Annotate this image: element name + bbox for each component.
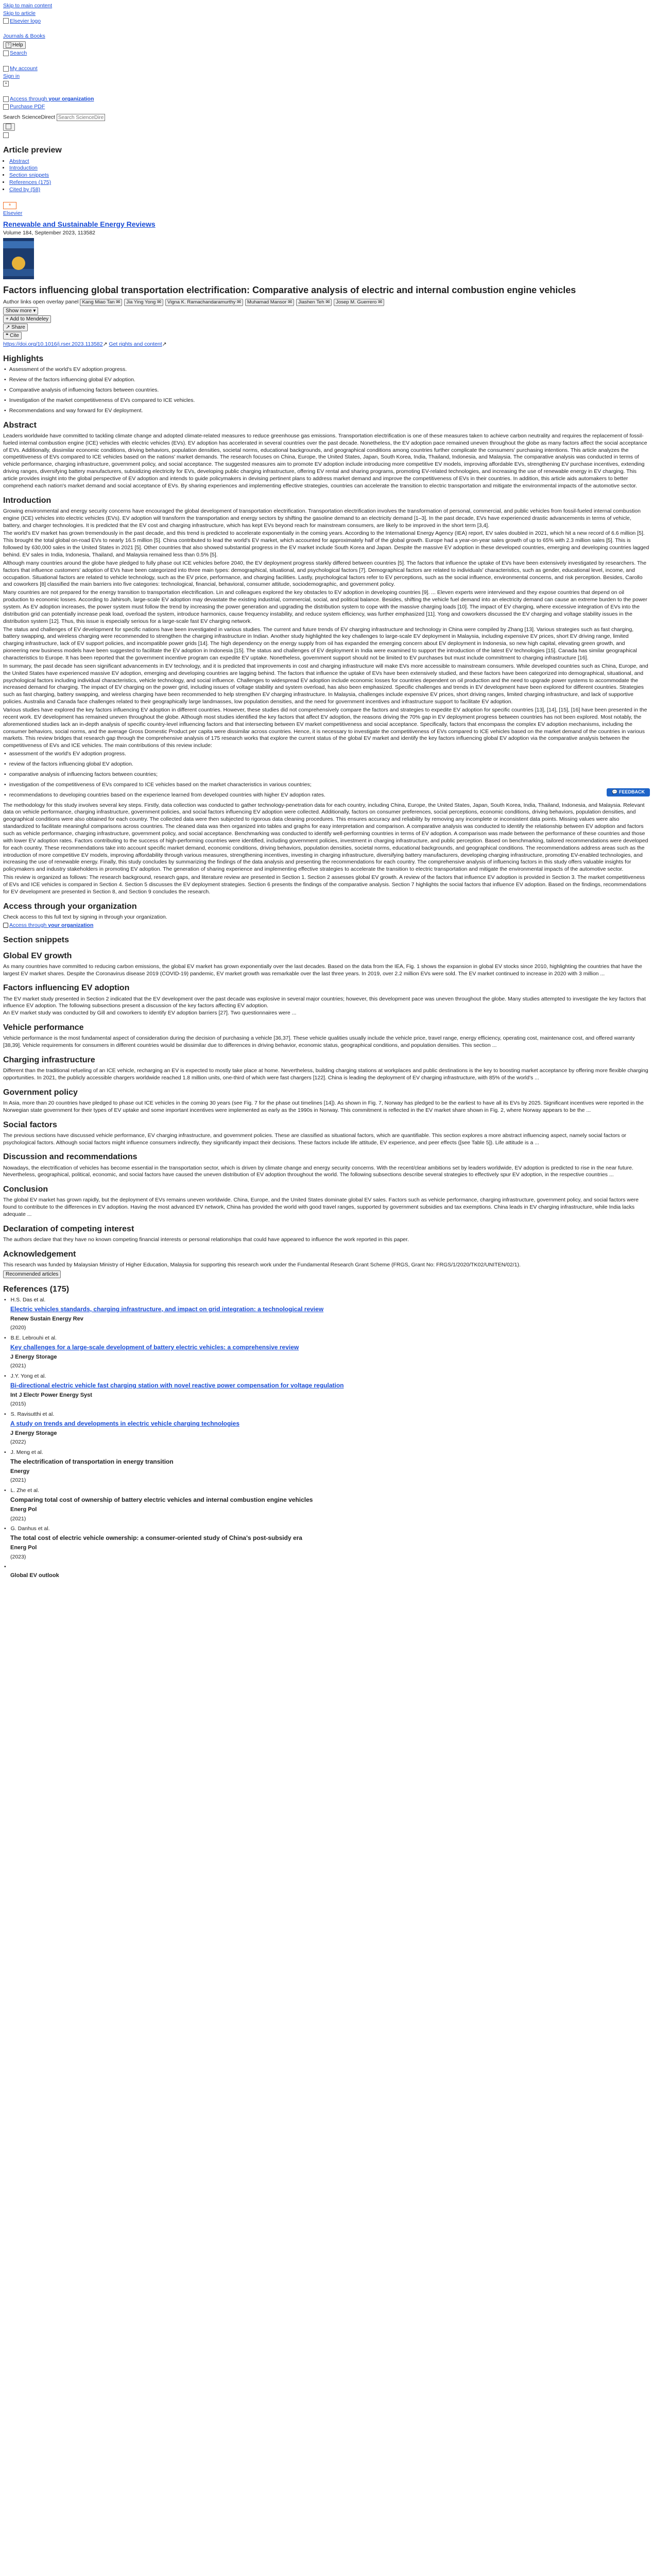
- ref-title: Comparing total cost of ownership of battery electric vehicles and internal combustion engine vehicles: [10, 1496, 313, 1504]
- snippet-section: [0, 1022, 653, 1049]
- snippet-section: [0, 1120, 653, 1147]
- ref-authors: S. Ravisutthi et al.: [10, 1411, 55, 1418]
- outline-toggle-icon[interactable]: [3, 132, 9, 138]
- account-icon: [3, 66, 9, 72]
- snippet-section: [0, 1184, 653, 1218]
- ref-authors: H.S. Das et al.: [10, 1297, 46, 1303]
- share-button[interactable]: ↗ Share: [3, 324, 28, 331]
- snippet-text: In Asia, more than 20 countries have pledged to phase out ICE vehicles in the coming 30 years (see Fig. 7 for the phase out timelines [14]). As shown in Fig. 7, Norway has pledged to be the earliest to have all its EVs by 2025. Significant incentives were reported in the Norwegian state government for their types of EV uptake and some important incentives were implemented as early as the 1990s in Norway. This commitment is reflected in the EV market share shown in Fig. 2, where Norway appears to be the ...: [3, 1099, 644, 1113]
- access-org-button[interactable]: Access through your organization: [9, 922, 94, 928]
- mail-icon: ✉: [325, 299, 330, 306]
- search-submit-button[interactable]: [3, 123, 15, 131]
- preview-heading: Article preview: [3, 146, 62, 155]
- highlights-heading: Highlights: [3, 354, 44, 364]
- reference-item: [10, 1564, 650, 1579]
- ref-authors: B.E. Lebrouhi et al.: [10, 1335, 57, 1342]
- author-list: [3, 299, 650, 306]
- search-sd-label: Search ScienceDirect: [3, 114, 55, 121]
- ref-year: (2015): [10, 1401, 26, 1408]
- author-button[interactable]: Kang Miao Tan ✉: [80, 299, 122, 306]
- ref-journal: Energy: [10, 1468, 30, 1475]
- add-mendeley-button[interactable]: + Add to Mendeley: [3, 315, 51, 323]
- snippet-title: Government policy: [3, 1088, 78, 1097]
- outline-item: [9, 179, 653, 187]
- snippet-title: Charging infrastructure: [3, 1055, 95, 1064]
- mail-icon: ✉: [378, 299, 383, 306]
- intro-paragraph: The methodology for this study involves several key steps. Firstly, data collection was conducted to gather technology-penetration data for each country, including China, Europe, the United States, Japan, South Korea, India, Thailand, Indonesia, and Malaysia. Relevant data on vehicle performance, charging infrastructure, government policies, and social factors influencing EV adoption were collected. Additionally, factors on consumer preferences, social perceptions, economic conditions, driving behaviors, population densities, and geographical conditions were also obtained for each country. The collected data were then subjected to rigorous data cleaning procedures. This ensures accuracy and reliability by removing any incomplete or inconsistent data points. Missing values were also standardized to facilitate meaningful comparisons across countries. The cleaned data was then organized into tables and graphs for easy interpretation and comparison. A comparative analysis was conducted to identify the relationship between EV adoption and factors such as vehicle performance, charging infrastructure, government policy, and social acceptance. Benchmarking was conducted to identify well-performing countries in terms of EV adoption. A comparison was made between the performance of these countries and those with lower EV adoption rates. Factors contributing to the success of high-performing countries were identified, including government policies, investment in charging infrastructure, and public perception. Based on benchmarking, tailored recommendations were developed for each country. These recommendations take into account specific market demand, economic conditions, driving behaviors, population densities, societal norms, educational backgrounds, and geographical conditions. The recommendations address areas such as the introduction of more competitive EV models, improving affordability through various measures, strengthening incentives, investing in charging infrastructure, diversifying battery manufacturers, developing charging infrastructure, promoting EV-enabled technologies, and increasing the use of renewable energy. Finally, this study concludes by summarizing the findings of the data analysis and presenting the recommendations for each country. The comprehensive analysis of influencing factors in this study offers valuable insights for policymakers and industry stakeholders in promoting EV adoption. The generation of sharing experience and implementing effective strategies to accelerate the transition to electric transportation and mitigate the environmental impacts of the automotive sector.: [3, 802, 648, 873]
- search-bar: [0, 113, 653, 122]
- author-button[interactable]: Jiashen Teh ✉: [296, 299, 332, 306]
- outline-references[interactable]: References (175): [9, 179, 51, 186]
- declaration-heading: Declaration of competing interest: [3, 1224, 134, 1233]
- skip-article-link[interactable]: Skip to article: [3, 10, 36, 16]
- elsevier-logo-link[interactable]: Elsevier logo: [10, 18, 41, 24]
- reference-item: [10, 1335, 650, 1370]
- ref-authors: J.Y. Yong et al.: [10, 1373, 46, 1380]
- intro-paragraph: Many countries are not prepared for the energy transition to transportation electrification. Lin and colleagues explored the key obstacles to EV adoption in developing countries [9]. ... Eleven experts were interviewed and they expose countries that depend on oil production to economic losses. According to Jahirsoh, large-scale EV adoption may devastate the existing industrial, commercial, social, and political balance. Besides, shifting the vehicle fuel demand into an electricity demand can cause an extreme burden to the power system. As EV adoption increases, the power system must follow the trend by increasing the power generation and upgrading the distribution system to cope with the massive charging loads [10]. The impact of EV charging, where excessive integration of EVs into the distribution grid can potentially increase peak load, overload the system, introduce harmonics, cause frequency instability, and reduce system efficiency, was further emphasized [11]. Yong and coworkers discussed the EV charging and voltage stability issues in the distribution system [12]. Thus, this issue is especially serious for a large-scale fast EV charging network.: [3, 589, 647, 624]
- snippet-title: Social factors: [3, 1120, 57, 1129]
- publisher-link[interactable]: Elsevier: [3, 210, 23, 216]
- snippet-section: [0, 951, 653, 978]
- feedback-button[interactable]: 💬 FEEDBACK: [607, 788, 650, 796]
- chat-icon: 💬: [612, 789, 618, 794]
- institution-icon: [3, 923, 8, 928]
- list-item: • Comparative analysis of influencing factors between countries.: [10, 387, 650, 394]
- ref-authors: L. Zhe et al.: [10, 1487, 40, 1494]
- author-button[interactable]: Jia Ying Yong ✉: [124, 299, 163, 306]
- ref-journal: Renew Sustain Energy Rev: [10, 1315, 83, 1322]
- snippet-text: The previous sections have discussed vehicle performance, EV charging infrastructure, and government policies. These are classified as situational factors, which are quantifiable. This section explores a more abstract influencing aspect, namely social factors or psychological factors. Although social factors might influence consumers indirectly, they significantly impact their decisions. These factors include life attitude, EV experience, and peer effects ([see Table 5]). Life attitude is a ...: [3, 1132, 627, 1146]
- ref-title-link[interactable]: A study on trends and developments in electric vehicle charging technologies: [10, 1420, 239, 1428]
- list-item: • Review of the factors influencing global EV adoption.: [10, 377, 650, 384]
- list-item: • Investigation of the market competitiveness of EVs compared to ICE vehicles.: [10, 397, 650, 404]
- purchase-pdf-link[interactable]: Purchase PDF: [10, 104, 45, 110]
- ref-journal: Energ Pol: [10, 1545, 37, 1551]
- list-item: • Recommendations and way forward for EV deployment.: [10, 408, 650, 415]
- outline-item: [9, 165, 653, 172]
- search-input[interactable]: [57, 114, 105, 121]
- ref-year: (2023): [10, 1553, 26, 1560]
- acknowledgement-heading: Acknowledgement: [3, 1249, 76, 1259]
- external-link-icon: ↗: [162, 341, 167, 348]
- author-button[interactable]: Josep M. Guerrero ✉: [334, 299, 384, 306]
- ref-year: (2022): [10, 1439, 26, 1446]
- magnifier-icon: [6, 124, 11, 129]
- journal-title-link[interactable]: Renewable and Sustainable Energy Reviews: [3, 219, 156, 228]
- recommended-articles-button[interactable]: Recommended articles: [3, 1270, 61, 1278]
- list-item: • assessment of the world's EV adoption progress.: [10, 751, 650, 758]
- mail-icon: ✉: [157, 299, 161, 306]
- highlights-list: [3, 366, 650, 414]
- ref-journal: • Global EV outlook: [10, 1572, 59, 1579]
- introduction-heading: Introduction: [3, 496, 51, 505]
- volume-line: Volume 184, September 2023, 113582: [3, 230, 96, 236]
- mail-icon: ✉: [236, 299, 241, 306]
- acknowledgement-text: This research was funded by Malaysian Ministry of Higher Education, Malaysia for supporting this research work under the Fundamental Research Grant Scheme (FRGS, Grant No: FRGS/1/2020/TK02/UNITEN/02/1).: [3, 1262, 521, 1268]
- intro-paragraph: In summary, the past decade has seen significant advancements in EV technology, and it is predicted that improvements in cost and charging infrastructure will make EVs more accessible to mainstream consumers. While developed countries such as China, Europe, and the United States have experienced massive EV adoption, emerging and developing countries are lagging behind. The factors that influence the uptake of EVs have been extensively studied, and these factors have been categorized into demographical, situational, and psychological factors including individual characteristics, vehicle technology, and social influence. Challenges to widespread EV adoption include economic losses for countries dependent on oil production and the need to upgrade power systems to accommodate the increased demand for charging. The impact of EV charging on the power grid, including issues of voltage stability and system overload, has also been emphasized. Specific challenges and trends in EV development have been explored for different countries. Strategies such as fast charging, battery swapping, and wireless charging have been recommended to help strengthen EV charging infrastructure. In Malaysia, challenges include expensive EV prices, short driving ranges, limited charging infrastructure, and lack of supportive policies. Australia and Canada face challenges related to their geographically large landmasses, low population densities, and the need for government incentives and infrastructure support to facilitate EV adoption.: [3, 663, 648, 705]
- snippet-section: [0, 1151, 653, 1179]
- ref-title-link[interactable]: Electric vehicles standards, charging infrastructure, and impact on grid integration: a technological review: [10, 1305, 324, 1313]
- pdf-icon: [3, 104, 9, 110]
- snippet-section: [0, 1087, 653, 1114]
- ref-year: (2021): [10, 1477, 26, 1484]
- access-bold: your organization: [48, 96, 94, 103]
- reference-item: [10, 1526, 650, 1561]
- doi-link[interactable]: https://doi.org/10.1016/j.rser.2023.113582: [3, 341, 103, 348]
- quote-icon: ❝: [6, 333, 9, 339]
- cite-button[interactable]: ❝ Cite: [3, 332, 22, 340]
- access-text: Check access to this full text by signing in through your organization.: [3, 913, 167, 920]
- list-item: • investigation of the competitiveness of EVs compared to ICE vehicles based on the market characteristics in various countries;: [10, 782, 650, 789]
- ref-authors: G. Danhus et al.: [10, 1526, 50, 1532]
- article-actions: [3, 307, 650, 340]
- ref-title-link[interactable]: Key challenges for a large-scale development of battery electric vehicles: a comprehensive review: [10, 1343, 299, 1351]
- reference-item: [10, 1373, 650, 1408]
- snippet-text: Vehicle performance is the most fundamental aspect of consideration during the decision of purchasing a vehicle [36,37]. These vehicle qualities usually include the vehicle price, travel range, energy efficiency, operating cost, maintenance cost, and offered warranty [38,39]. Vehicle requirements for consumers in different countries would be dissimilar due to differences in driving behavior, economic status, geographical conditions, and population densities. This section ...: [3, 1035, 635, 1049]
- ref-journal: J Energy Storage: [10, 1430, 57, 1436]
- mail-icon: ✉: [116, 299, 121, 306]
- access-prefix: Access through: [10, 96, 49, 103]
- snippet-section: [0, 1055, 653, 1082]
- rights-link[interactable]: Get rights and content: [109, 341, 162, 348]
- menu-icon[interactable]: ≡: [3, 81, 9, 87]
- ref-year: (2021): [10, 1363, 26, 1369]
- snippet-title: Global EV growth: [3, 951, 72, 960]
- list-item: • review of the factors influencing global EV adoption.: [10, 761, 650, 768]
- ref-journal: J Energy Storage: [10, 1353, 57, 1360]
- list-item: • comparative analysis of influencing factors between countries;: [10, 771, 650, 778]
- ref-title: The electrification of transportation in energy transition: [10, 1458, 174, 1466]
- outline-introduction[interactable]: Introduction: [9, 165, 38, 172]
- outline-item: [9, 187, 653, 194]
- declaration-text: The authors declare that they have no known competing financial interests or personal relationships that could have appeared to influence the work reported in this paper.: [3, 1236, 409, 1243]
- references-heading: References (175): [3, 1284, 70, 1294]
- snippet-title: Conclusion: [3, 1185, 48, 1194]
- help-icon: ?: [6, 42, 11, 48]
- elsevier-logo-icon: [3, 18, 9, 24]
- ref-authors: J. Meng et al.: [10, 1449, 43, 1456]
- help-label: Help: [12, 42, 23, 48]
- access-heading: Access through your organization: [3, 902, 137, 911]
- outline-cited-by[interactable]: Cited by (58): [9, 186, 41, 193]
- intro-paragraph: This review is organized as follows: The research background, research gaps, and literature review are presented in Section 1. Section 2 assesses global EV growth. A review of the factors that influence EV adoption is provided in Section 3. The market competitiveness of EVs and ICE vehicles is compared in Section 4. Section 5 discusses the EV deployment strategies. Section 6 presents the findings of the comparative analysis. Section 7 highlights the social factors that influence EV adoption. Based on the findings, recommendations for EV development are presented in Section 8, and Section 9 concludes the research.: [3, 874, 647, 895]
- outline-item: [9, 158, 653, 165]
- snippet-text: The EV market study presented in Section 2 indicated that the EV development over the past decade was explosive in several major countries; however, this development pace was uneven throughout the globe. Many studies attempted to investigate the key factors that influence EV adoption. The following subsections present a discussion of the key factors affecting EV adoption. An EV market study was conducted by Gill and coworkers to identify EV adoption barriers [27]. Two questionnaires were ...: [3, 995, 646, 1016]
- reference-item: [10, 1411, 650, 1446]
- references-list: [3, 1297, 650, 1580]
- snippets-heading: Section snippets: [3, 935, 70, 944]
- access-org-link[interactable]: [10, 96, 94, 102]
- top-navigation: [0, 0, 653, 113]
- elsevier-publisher-logo: ⚘: [3, 202, 16, 209]
- help-button[interactable]: [3, 41, 26, 49]
- author-button[interactable]: Vigna K. Ramachandaramurthy ✉: [165, 299, 243, 306]
- abstract-text: Leaders worldwide have committed to tackling climate change and adopted climate-related measures to reduce greenhouse gas emissions. Transportation electrification is one of these measures taken to achieve carbon neutrality and requires the replacement of fossil-fueled internal combustion engine (ICE) vehicles with electric vehicles (EVs). EV adoption has accelerated in several countries over the past decade. Nonetheless, the EV adoption pace remained uneven throughout the globe as many factors affect the social acceptance of EVs. Additionally, dissimilar economic conditions, driving behaviors, population densities, societal norms, educational backgrounds, and geographical conditions among countries further complicate the consumers' purchasing intentions. This article analyzes the competitiveness of EVs compared to ICE vehicles based on the nations' market demands. The research focuses on China, Europe, the United States, Japan, South Korea, India, Thailand, Indonesia, and Malaysia. The comparative analysis was conducted in terms of vehicle performance, charging infrastructure, government policy, and social acceptance. The suggested measures aim to promote EV adoption include introducing more competitive EV models, improving affordable EVs, strengthening EV purchase incentives, extending driving ranges, diversifying battery manufacturers, subsidizing electricity for EVs, developing public charging infrastructure, offering EV rental and sharing programs, promoting EV-related technologies, and increasing the use of renewable energy in EV charging. This article provides insight into the global perspective of EV adoption and intends to guide policymakers in devising pertinent plans to address market demand and improve the competitiveness of EVs in their countries. In addition, this article aids automakers to better comprehend each nation's market demand and social acceptance of EVs. By sharing experiences and implementing effective strategies, countries can accelerate the transition to electric transportation and mitigate the environmental impacts of the automotive sector.: [3, 432, 647, 489]
- ref-year: (2020): [10, 1325, 26, 1331]
- chevron-down-icon: ▾: [33, 308, 36, 314]
- doi-line: [3, 341, 650, 348]
- journals-books-link[interactable]: Journals & Books: [3, 33, 45, 40]
- author-prefix: Author links open overlay panel: [3, 299, 79, 306]
- outline-abstract[interactable]: Abstract: [9, 158, 29, 164]
- article-title: Factors influencing global transportation electrification: Comparative analysis of electric and internal combustion engine vehicles: [3, 284, 576, 295]
- list-item: • Assessment of the world's EV adoption progress.: [10, 366, 650, 374]
- snippet-text: Different than the traditional refueling of an ICE vehicle, recharging an EV is expected to mostly take place at home. Nevertheless, building charging stations at workplaces and public destinations is the key to boosting market acceptance by offering more flexible charging opportunities. In 2021, the publicly accessible chargers worldwide reached 1.8 million units, one-third of which were fast chargers [122]. China is leading the deployment of EV charging infrastructure, with 85% of the world's ...: [3, 1067, 648, 1081]
- snippet-section: [0, 982, 653, 1017]
- share-icon: ↗: [6, 325, 10, 331]
- reference-item: [10, 1449, 650, 1484]
- outline-item: [9, 172, 653, 179]
- ref-journal: Energ Pol: [10, 1506, 37, 1513]
- snippet-title: Discussion and recommendations: [3, 1153, 138, 1162]
- list-item: • recommendations to developing countries based on the experience learned from developed countries with higher EV adoption rates.: [10, 792, 650, 799]
- intro-paragraph: The world's EV market has grown tremendously in the past decade, and this trend is predicted to accelerate exponentially in the coming years. According to the International Energy Agency (IEA) report, EV sales doubled in 2021, which hit a new record of 6.6 million [5]. This brought the total global on-road EVs to nearly 16.5 million [5]. China contributed to lead the world's EV market, which accounted for approximately half of the global growth. Europe had a year-on-year sales growth of up to 65% with 2.3 million sales [5]. This is followed by 630,000 sales in the United States in 2021 [5]. Other countries that also showed substantial progress in the EV market include South Korea and Japan. Despite the massive EV adoption in these developed countries, emerging and developing countries lagged behind. EV sales in India, Indonesia, Thailand, and Malaysia remained less than 0.5% [5].: [3, 530, 649, 558]
- sign-in-link[interactable]: Sign in: [3, 73, 20, 79]
- snippet-title: Vehicle performance: [3, 1023, 84, 1032]
- abstract-heading: Abstract: [3, 420, 37, 430]
- search-link[interactable]: Search: [10, 50, 27, 57]
- search-icon: [3, 50, 9, 56]
- ref-title-link[interactable]: Bi-directional electric vehicle fast charging station with novel reactive power compensation for voltage regulation: [10, 1381, 344, 1389]
- outline-snippets[interactable]: Section snippets: [9, 172, 49, 179]
- snippet-title: Factors influencing EV adoption: [3, 984, 130, 993]
- intro-paragraph: The status and challenges of EV development for specific nations have been investigated in various studies. The current and future trends of EV charging infrastructure and technology in China were compiled by Zhang [13]. Various strategies such as fast charging, battery swapping, and wireless charging were recommended to strengthen the charging infrastructure in Indian. Another study highlighted the key challenges to large-scale EV deployment in Malaysia, including expensive EV prices, short EV driving range, limited charging infrastructure, lack of EV support policies, and incompatible power grids [14]. The high dependency on the energy supply from oil has expanded the emerging concern about EV deployment in Indonesia, so new high capital, elevating green growth, and pioneering new business models have been suggested to facilitate the EV adoption in Indonesia [15]. The status and challenges of EV deployment in India were examined to support the introduction of the latest EV technologies [15]. Canada has similar geographical characteristics to Europe. It has been reported that the government incentive program can expedite EV uptake. Nonetheless, government support should not be limited to EV purchases but must include commitment to charging infrastructure [16].: [3, 626, 637, 662]
- plus-icon: +: [6, 316, 9, 323]
- ref-year: (2021): [10, 1515, 26, 1522]
- article-outline: [3, 158, 653, 194]
- snippet-text: As many countries have committed to reducing carbon emissions, the global EV market has grown exponentially over the last decades. Based on the data from the IEA, Fig. 1 shows the expansion in global EV stocks since 2010, highlighting the countries that have the largest EV market shares. Despite the Coronavirus disease 2019 (COVID-19) pandemic, EV market growth was remarkable over the last three years. In 2019, over 2.2 million EVs were sold. The EV market continued to increase in 2020 with 3 million ...: [3, 963, 642, 977]
- ref-title: The total cost of electric vehicle ownership: a consumer-oriented study of China's post-subsidy era: [10, 1534, 302, 1542]
- reference-item: [10, 1297, 650, 1332]
- access-org-row: [3, 922, 650, 929]
- my-account-link[interactable]: My account: [10, 65, 38, 72]
- journal-cover-image[interactable]: [3, 238, 34, 279]
- intro-paragraph: Growing environmental and energy security concerns have encouraged the global development of transportation electrification. Transportation electrification involves the transformation of personal, commercial, and public vehicles from fossil-fueled internal combustion engine (ICE) vehicles into electric vehicles (EVs). EV adoption will transform the transportation and energy sectors by shifting the gasoline demand to an electricity demand [1–3]. In the past decade, EVs have experienced drastic advancements in terms of vehicle, battery, and charger technologies. It is predicted that the EV cost and charging infrastructure, which has kept EVs beyond reach for mainstream consumers, are likely to be improved in the short term [3,4].: [3, 507, 641, 529]
- author-button[interactable]: Muhamad Mansor ✉: [245, 299, 294, 306]
- skip-main-link[interactable]: Skip to main content: [3, 3, 53, 9]
- mail-icon: ✉: [288, 299, 293, 306]
- ref-journal: Int J Electr Power Energy Syst: [10, 1392, 92, 1398]
- show-more-button[interactable]: Show more ▾: [3, 307, 38, 315]
- snippet-text: Nowadays, the electrification of vehicles has become essential in the transportation sector, which is driven by climate change and energy security concerns. With the recent/clear ambitions set by leaders worldwide, EV adoption is predicted to rise in the near future. Nevertheless, geographical, political, economic, and social factors have caused the uneven distribution of EV adoption throughout the world. The following subsections describe several strategies to effectively spur EV adoption, in the respective countries ...: [3, 1164, 633, 1178]
- external-link-icon: ↗: [102, 341, 108, 348]
- reference-item: [10, 1487, 650, 1522]
- intro-paragraph: Various studies have explored the key factors influencing EV adoption in different countries. However, these studies did not comprehensively compare the factors and strategies to expedite EV adoption for specific countries [13], [14], [15], [16] have been presented in the recent work. EV development has remained uneven throughout the globe. Although most studies identified the key factors that affect EV adoption, the reasons driving the 70% gap in EV deployment progress between countries has not been explored. Most notably, the aforementioned studies lack an in-depth analysis of specific country-level influencing factors and that intersecting between EV market competitiveness and social acceptance. Specifically, factors that encompass the complex EV adoption mechanisms, including the consumer behaviors, social norms, and the average Gross Domestic Product per capita were dissimilar across countries. Hence, it is necessary to investigate the competitiveness of EVs compared to ICE vehicles based on the market demand of the countries in various markets. This review bridges that research gap through the comprehensive analysis of 175 research works that explore the current status of the global EV market and identify the key factors influencing global EV adoption via the comparative analysis between the competitiveness of EVs and ICE vehicles. The main contributions of this review include:: [3, 707, 647, 749]
- contributions-list: [3, 751, 650, 799]
- intro-paragraph: Although many countries around the globe have pledged to fully phase out ICE vehicles before 2040, the EV deployment progress starkly differed between countries [5]. The factors that influence the uptake of EVs have been extensively investigated by researchers. The factors that influence customers' adoption of EVs have been categorized into three main types: demographical, situational, and psychological factors [7]. Demographical factors are related to individuals' characteristics, such as gender, educational level, income, and occupation. Situational factors are related to vehicle technology, such as the EV price, performance, and charging facilities. Lastly, psychological factors refer to EV perceptions, such as the social influence, environmental concerns, and risk perception. Besides, Carollo and coworkers [8] classified the main barriers into five categories: technological, financial, behavioral, consumer attitude, sociodemographic, and government policy.: [3, 560, 647, 588]
- institution-icon: [3, 96, 9, 102]
- snippet-text: The global EV market has grown rapidly, but the deployment of EVs remains uneven worldwide. China, Europe, and the United States dominate global EV sales. Factors such as vehicle performance, charging infrastructure, government policy, and social factors were found to contribute to the differences in EV adoption. Having the most advanced EV network, China has provided the world with good travel ranges, supported by government subsidies and tax exemptions. China leads in EV charging infrastructure, while India lacks adequate ...: [3, 1197, 639, 1218]
